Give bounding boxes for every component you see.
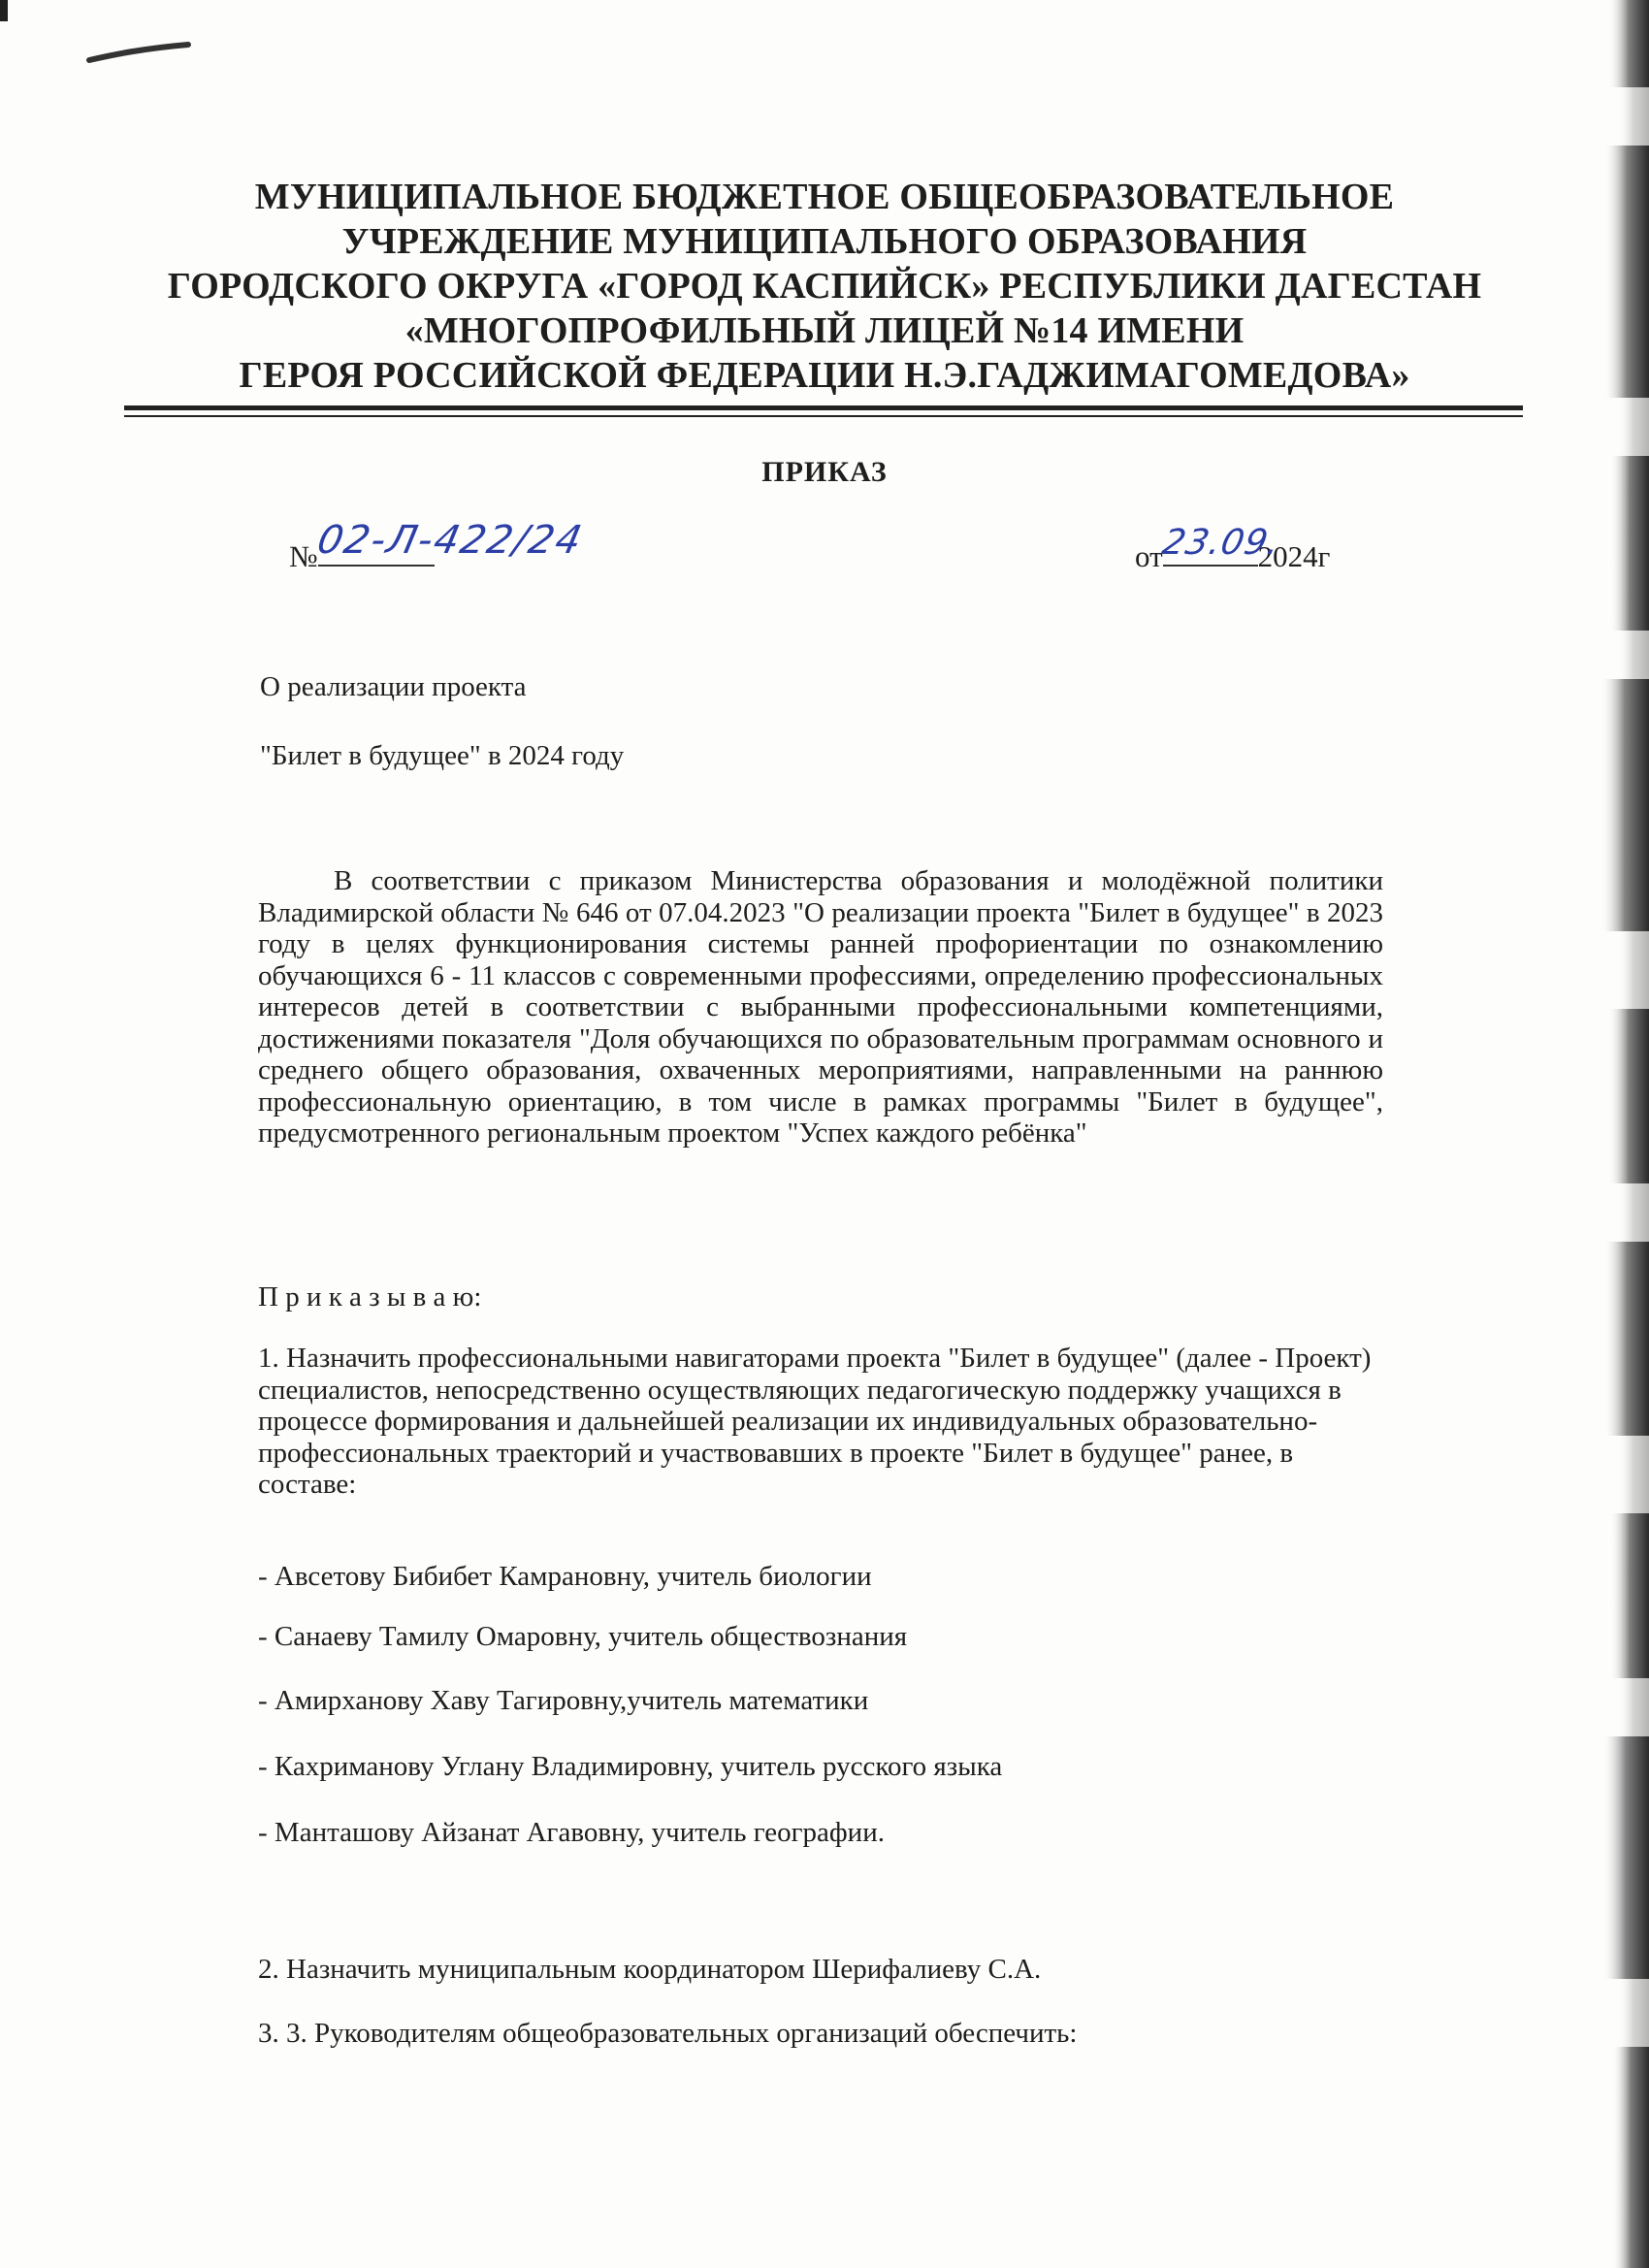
order-date: [1135, 523, 1331, 574]
header-line-2: УЧРЕЖДЕНИЕ МУНИЦИПАЛЬНОГО ОБРАЗОВАНИЯ: [341, 221, 1308, 262]
header-line-4: «МНОГОПРОФИЛЬНЫЙ ЛИЦЕЙ №14 ИМЕНИ: [404, 310, 1245, 351]
navigator-item: - Амирханову Хаву Тагировну,учитель математики: [258, 1685, 869, 1716]
document-type-title: ПРИКАЗ: [761, 456, 888, 488]
header-divider-thin: [124, 415, 1523, 417]
header-line-1: МУНИЦИПАЛЬНОЕ БЮДЖЕТНОЕ ОБЩЕОБРАЗОВАТЕЛЬНОЕ: [254, 177, 1395, 217]
header-divider: [124, 405, 1523, 410]
preamble-text: В соответствии с приказом Министерства образования и молодёжной политики Владимирской области № 646 от 07.04.2023 "О реализации проекта "Билет в будущее" в 2023 году в целях функционирования системы ранней профориентации по ознакомлению обучающихся 6 - 11 классов с современными профессиями, определению профессиональных интересов детей в соответствии с выбранными профессиональными компетенциями, достижениями показателя "Доля обучающихся по образовательным программам основного и среднего общего образования, охваченных мероприятиями, направленными на раннюю профессиональную ориентацию, в том числе в рамках программы "Билет в будущее", предусмотренного региональным проектом "Успех каждого ребёнка": [258, 865, 1383, 1149]
header-line-3: ГОРОДСКОГО ОКРУГА «ГОРОД КАСПИЙСК» РЕСПУБЛИКИ ДАГЕСТАН: [167, 266, 1482, 307]
preamble-paragraph: [258, 865, 1383, 1150]
number-blank: [312, 518, 588, 567]
date-blank: [1158, 523, 1284, 567]
navigator-item: - Санаеву Тамилу Омаровну, учитель обществознания: [258, 1621, 908, 1652]
scan-edge-shadow: [1591, 0, 1649, 2268]
navigator-item: - Манташову Айзанат Агавовну, учитель географии.: [258, 1817, 885, 1848]
pen-stroke-mark: [85, 41, 192, 66]
scan-corner-mark: [0, 0, 8, 21]
navigator-item: - Кахриманову Углану Владимировну, учитель русского языка: [258, 1751, 1003, 1782]
order-number: [289, 518, 588, 574]
date-year: 2024г: [1257, 539, 1331, 573]
number-sign: №: [289, 539, 318, 573]
item-2-paragraph: 2. Назначить муниципальным координатором Шерифалиеву С.А.: [258, 1954, 1042, 1985]
organization-header: [126, 175, 1523, 398]
item-3-paragraph: 3. 3. Руководителям общеобразовательных организаций обеспечить:: [258, 2018, 1078, 2049]
date-prefix: от: [1135, 539, 1163, 573]
subject-line-2: "Билет в будущее" в 2024 году: [260, 740, 625, 771]
navigator-item: - Авсетову Бибибет Камрановну, учитель биологии: [258, 1561, 872, 1592]
header-line-5: ГЕРОЯ РОССИЙСКОЙ ФЕДЕРАЦИИ Н.Э.ГАДЖИМАГОМЕДОВА»: [239, 355, 1410, 396]
order-word: П р и к а з ы в а ю:: [258, 1281, 482, 1312]
handwritten-number: 02-Л-422/24: [312, 518, 588, 563]
item-1-paragraph: 1. Назначить профессиональными навигаторами проекта "Билет в будущее" (далее - Проект) специалистов, непосредственно осуществляющих педагогическую поддержку учащихся в процессе формирования и дальнейшей реализации их индивидуальных образовательно-профессиональных траекторий и участвовавших в проекте "Билет в будущее" ранее, в составе:: [258, 1343, 1372, 1500]
handwritten-date: 23.09.: [1158, 523, 1284, 563]
subject-line-1: О реализации проекта: [260, 671, 527, 702]
